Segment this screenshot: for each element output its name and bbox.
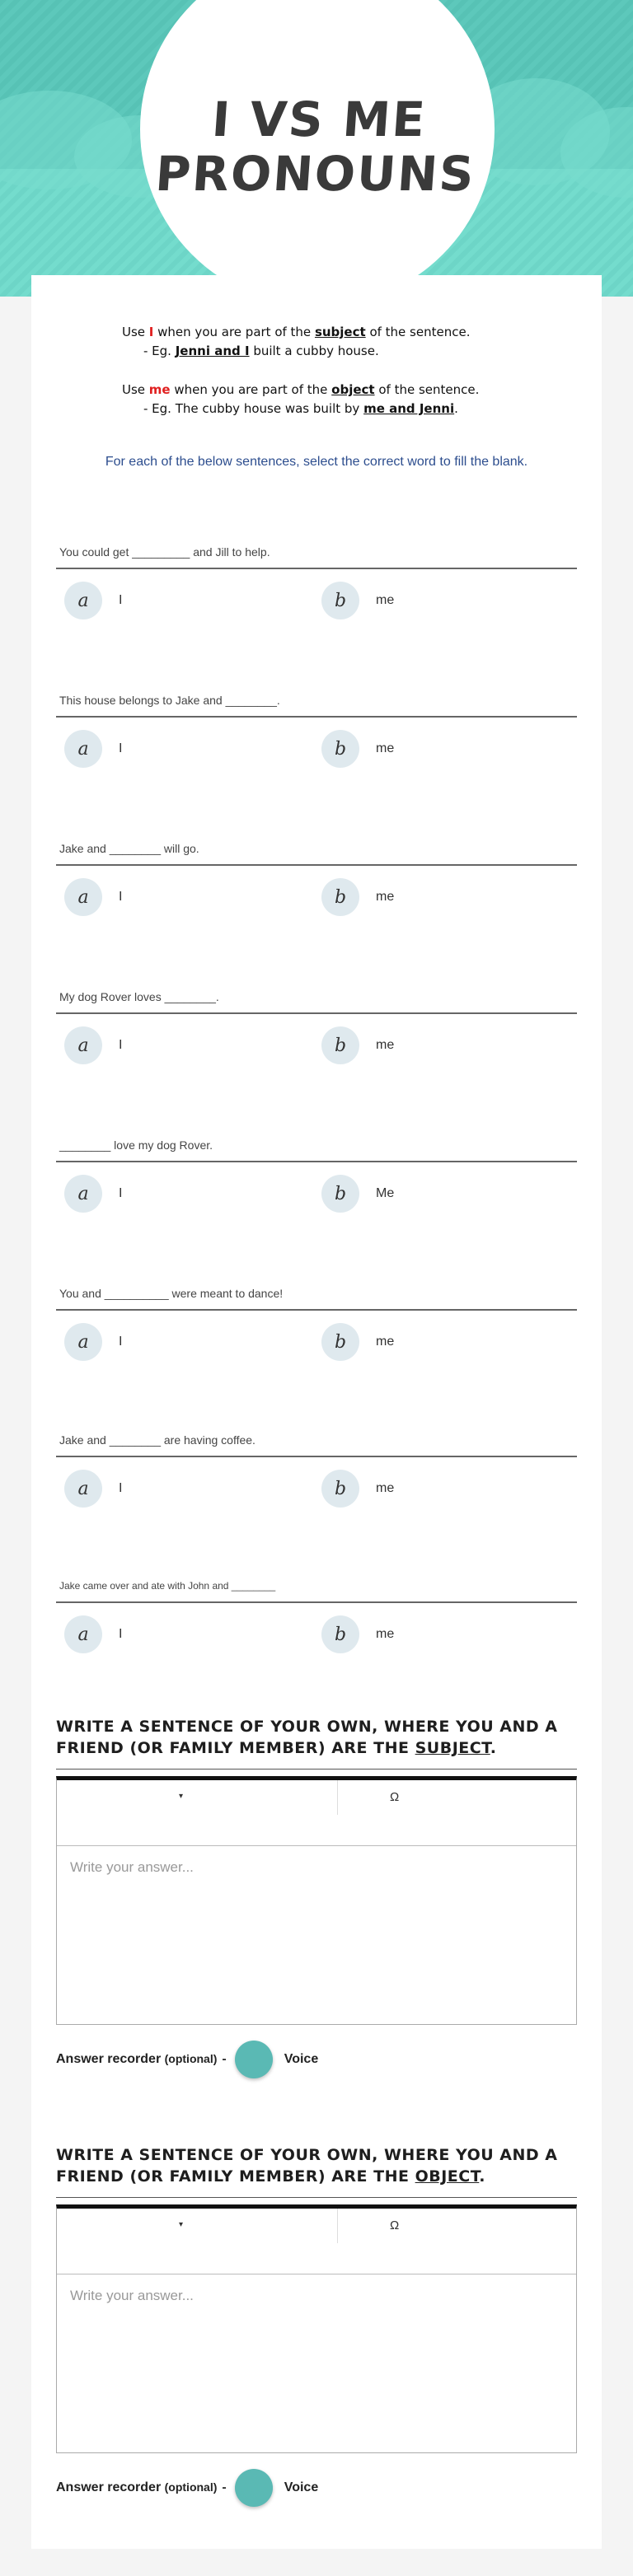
option-letter-a[interactable]: a xyxy=(64,878,102,916)
rule-i xyxy=(122,323,584,342)
question-divider xyxy=(56,1161,577,1162)
option-letter-b[interactable]: b xyxy=(321,1026,359,1064)
rule-me-mid: when you are part of the xyxy=(170,382,332,397)
option-a[interactable] xyxy=(64,729,122,769)
option-b-label[interactable]: me xyxy=(376,1481,395,1495)
rule-me xyxy=(122,381,584,400)
option-b-label[interactable]: Me xyxy=(376,1186,395,1200)
rule-i-mid: when you are part of the xyxy=(153,325,315,339)
option-a[interactable] xyxy=(64,581,122,620)
rule-me-pronoun: me xyxy=(148,382,171,397)
question-text: This house belongs to Jake and ________. xyxy=(59,694,280,707)
answer-input[interactable]: Write your answer... xyxy=(70,1859,194,1875)
option-letter-a[interactable]: a xyxy=(64,582,102,619)
option-a-label[interactable]: I xyxy=(119,593,123,607)
recorder-label: Answer recorder (optional) xyxy=(56,2480,218,2494)
question-divider xyxy=(56,1601,577,1603)
answer-recorder-subject xyxy=(56,2041,318,2078)
recorder-label: Answer recorder (optional) xyxy=(56,2052,218,2066)
font-dropdown-icon[interactable]: ▾ xyxy=(179,2220,184,2229)
example-me xyxy=(122,400,584,418)
recorder-dash: - xyxy=(222,2480,227,2494)
example-i-pre: - Eg. xyxy=(143,344,176,358)
option-b-label[interactable]: me xyxy=(376,1627,395,1641)
heading-divider xyxy=(56,2197,577,2198)
option-a[interactable] xyxy=(64,1174,122,1213)
record-button[interactable] xyxy=(235,2041,273,2078)
toolbar-separator xyxy=(337,2209,338,2243)
question-text: Jake came over and ate with John and ________ xyxy=(59,1580,276,1592)
question-1 xyxy=(56,540,577,611)
title-line-1: I VS ME xyxy=(209,91,429,147)
question-2 xyxy=(56,688,577,760)
option-b-label[interactable]: me xyxy=(376,593,395,607)
option-a[interactable] xyxy=(64,1322,122,1362)
option-a-label[interactable]: I xyxy=(119,1038,123,1052)
writing-heading-subject xyxy=(56,1716,584,1759)
answer-editor-object[interactable] xyxy=(56,2204,577,2453)
heading-text: WRITE A SENTENCE OF YOUR OWN, WHERE YOU AND A FRIEND (OR FAMILY MEMBER) ARE THE xyxy=(56,1718,558,1757)
option-letter-b[interactable]: b xyxy=(321,730,359,768)
option-letter-a[interactable]: a xyxy=(64,1470,102,1508)
question-8 xyxy=(56,1573,577,1645)
voice-label: Voice xyxy=(284,2052,319,2066)
example-me-post: . xyxy=(454,401,458,416)
question-divider xyxy=(56,1456,577,1457)
option-a-label[interactable]: I xyxy=(119,1481,123,1495)
heading-keyword: OBJECT xyxy=(415,2167,480,2186)
voice-label: Voice xyxy=(284,2480,319,2494)
rule-i-post: of the sentence. xyxy=(365,325,471,339)
question-text: My dog Rover loves ________. xyxy=(59,990,219,1003)
option-b-label[interactable]: me xyxy=(376,1335,395,1349)
option-letter-b[interactable]: b xyxy=(321,1470,359,1508)
option-b[interactable] xyxy=(321,581,394,620)
question-5 xyxy=(56,1133,577,1204)
rule-i-pre: Use xyxy=(122,325,149,339)
question-6 xyxy=(56,1281,577,1353)
option-a[interactable] xyxy=(64,1615,122,1654)
toolbar-separator xyxy=(337,1780,338,1815)
option-a-label[interactable]: I xyxy=(119,890,123,904)
option-letter-a[interactable]: a xyxy=(64,1175,102,1213)
question-4 xyxy=(56,984,577,1056)
option-letter-a[interactable]: a xyxy=(64,1615,102,1653)
heading-text: WRITE A SENTENCE OF YOUR OWN, WHERE YOU AND A FRIEND (OR FAMILY MEMBER) ARE THE xyxy=(56,2146,558,2186)
title-line-2: PRONOUNS xyxy=(153,146,477,202)
example-i-post: built a cubby house. xyxy=(249,344,379,358)
option-a[interactable] xyxy=(64,1026,122,1065)
special-character-icon[interactable]: Ω xyxy=(390,2218,400,2232)
question-text: ________ love my dog Rover. xyxy=(59,1138,213,1152)
recorder-dash: - xyxy=(222,2052,227,2066)
option-a[interactable] xyxy=(64,877,122,917)
option-a[interactable] xyxy=(64,1469,122,1508)
question-text: You could get _________ and Jill to help. xyxy=(59,545,270,559)
question-divider xyxy=(56,1012,577,1014)
option-b[interactable] xyxy=(321,1469,394,1508)
option-letter-a[interactable]: a xyxy=(64,730,102,768)
heading-end: . xyxy=(479,2167,486,2186)
option-letter-a[interactable]: a xyxy=(64,1026,102,1064)
writing-heading-object xyxy=(56,2144,584,2187)
option-letter-b[interactable]: b xyxy=(321,1175,359,1213)
heading-end: . xyxy=(490,1739,497,1757)
option-a-label[interactable]: I xyxy=(119,1186,123,1200)
question-divider xyxy=(56,864,577,866)
heading-keyword: SUBJECT xyxy=(415,1739,490,1757)
option-b-label[interactable]: me xyxy=(376,741,395,755)
heading-divider xyxy=(56,1769,577,1770)
question-divider xyxy=(56,1309,577,1311)
question-7 xyxy=(56,1428,577,1499)
option-letter-a[interactable]: a xyxy=(64,1323,102,1361)
question-3 xyxy=(56,836,577,908)
page-title xyxy=(136,92,498,201)
direction-text: For each of the below sentences, select the correct word to fill the blank. xyxy=(105,455,528,469)
example-i-highlight: Jenni and I xyxy=(175,344,250,358)
example-i xyxy=(122,342,584,361)
rule-me-keyword: object xyxy=(331,382,375,397)
rule-i-keyword: subject xyxy=(314,325,366,339)
option-b[interactable] xyxy=(321,1026,394,1065)
option-a-label[interactable]: I xyxy=(119,1335,123,1349)
instructions-block xyxy=(122,323,584,418)
option-b-label[interactable]: me xyxy=(376,890,395,904)
option-letter-b[interactable]: b xyxy=(321,1323,359,1361)
answer-editor-subject[interactable] xyxy=(56,1776,577,2025)
option-b[interactable] xyxy=(321,1322,394,1362)
rule-i-pronoun: I xyxy=(148,325,154,339)
option-b[interactable] xyxy=(321,1174,394,1213)
rule-me-pre: Use xyxy=(122,382,149,397)
example-me-pre: - Eg. The cubby house was built by xyxy=(143,401,364,416)
option-a-label[interactable]: I xyxy=(119,741,123,755)
special-character-icon[interactable]: Ω xyxy=(390,1790,400,1804)
option-b[interactable] xyxy=(321,729,394,769)
font-dropdown-icon[interactable]: ▾ xyxy=(179,1792,184,1801)
answer-recorder-object xyxy=(56,2469,318,2507)
question-text: Jake and ________ will go. xyxy=(59,842,199,855)
rule-me-post: of the sentence. xyxy=(374,382,480,397)
option-letter-b[interactable]: b xyxy=(321,1615,359,1653)
question-divider xyxy=(56,568,577,569)
editor-toolbar xyxy=(57,2209,576,2274)
option-letter-b[interactable]: b xyxy=(321,878,359,916)
question-divider xyxy=(56,716,577,718)
editor-toolbar xyxy=(57,1780,576,1846)
example-me-highlight: me and Jenni xyxy=(363,401,455,416)
question-text: You and __________ were meant to dance! xyxy=(59,1287,284,1300)
option-b[interactable] xyxy=(321,1615,394,1654)
question-text: Jake and ________ are having coffee. xyxy=(59,1433,256,1447)
record-button[interactable] xyxy=(235,2469,273,2507)
option-b-label[interactable]: me xyxy=(376,1038,395,1052)
option-a-label[interactable]: I xyxy=(119,1627,123,1641)
option-letter-b[interactable]: b xyxy=(321,582,359,619)
option-b[interactable] xyxy=(321,877,394,917)
answer-input[interactable]: Write your answer... xyxy=(70,2288,194,2303)
